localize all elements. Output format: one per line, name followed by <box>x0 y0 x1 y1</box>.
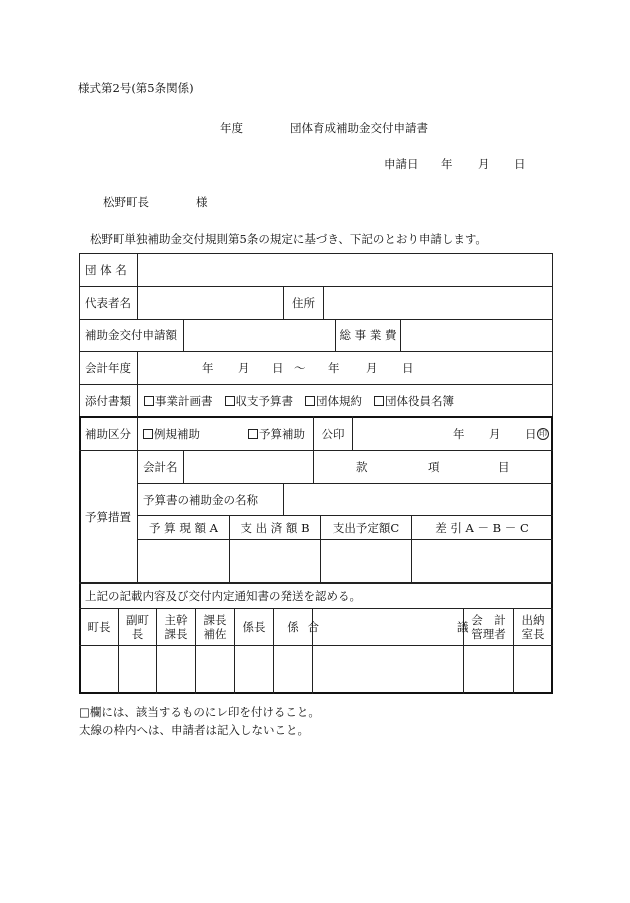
honorific: 様 <box>196 195 208 209</box>
moku-label: 目 <box>498 460 510 474</box>
approver-treasury-chief: 出納 室長 <box>521 613 545 641</box>
account-name-field[interactable] <box>184 451 313 483</box>
group-name-field[interactable] <box>138 254 552 286</box>
seal-date-field[interactable] <box>353 417 551 450</box>
approver-deputy-mayor: 副町 長 <box>126 613 149 641</box>
category-option-regulation[interactable]: 例規補助 <box>143 417 200 450</box>
period-start-day: 日 <box>272 361 284 375</box>
representative-field[interactable] <box>138 287 283 319</box>
period-end-day: 日 <box>402 361 414 375</box>
period-separator: 〜 <box>294 361 306 375</box>
spent-field[interactable] <box>230 540 320 582</box>
checkbox-icon <box>374 396 384 406</box>
total-cost-label: 総 事 業 費 <box>339 328 397 342</box>
period-start-year: 年 <box>202 361 214 375</box>
attachment-officers[interactable]: 団体役員名簿 <box>374 393 454 409</box>
category-option-budget[interactable]: 予算補助 <box>248 417 305 450</box>
attachments-list <box>144 384 454 417</box>
kou-label: 項 <box>428 460 440 474</box>
checkbox-icon <box>225 396 235 406</box>
period-end-month: 月 <box>366 361 378 375</box>
form-title: 団体育成補助金交付申請書 <box>290 121 428 135</box>
budget-name-label: 予算書の補助金の名称 <box>143 492 258 507</box>
seal-day: 日 <box>525 426 537 441</box>
checkbox-icon <box>305 396 315 406</box>
approver-section-chief: 係長 <box>242 620 266 634</box>
fiscal-period-field[interactable] <box>138 352 552 384</box>
col-balance: 差 引 A － B － C <box>435 520 529 535</box>
date-year: 年 <box>441 157 453 171</box>
fiscal-period-label: 会計年度 <box>85 360 131 375</box>
attachments-label: 添付書類 <box>85 393 131 408</box>
planned-field[interactable] <box>321 540 411 582</box>
account-name-label: 会計名 <box>143 460 178 474</box>
col-spent: 支 出 済 額 B <box>240 520 310 535</box>
budget-name-field[interactable] <box>284 484 552 515</box>
date-day: 日 <box>514 157 526 171</box>
account-breakdown-field[interactable] <box>314 451 552 483</box>
period-end-year: 年 <box>328 361 340 375</box>
seal-label: 公印 <box>321 426 345 441</box>
seal-year: 年 <box>453 426 465 441</box>
approver-staff: 係 <box>287 620 299 634</box>
address-label: 住所 <box>292 295 315 310</box>
representative-label: 代表者名 <box>85 295 131 310</box>
checkbox-icon <box>144 396 154 406</box>
budget-label: 予算措置 <box>85 510 131 524</box>
approver-deputy-chief: 課長 補佐 <box>203 613 227 641</box>
title-year: 年度 <box>220 121 243 135</box>
address-field[interactable] <box>324 287 552 319</box>
application-date-label: 申請日 <box>384 157 419 171</box>
approver-accounting-manager: 会 計 管理者 <box>471 613 506 641</box>
seal-stamp-icon: 印 <box>539 429 547 438</box>
approval-statement: 上記の記載内容及び交付内定通知書の発送を認める。 <box>85 589 361 603</box>
note-checkbox: □欄には、該当するものにレ印を付けること。 <box>79 705 320 719</box>
approval-stamp-row[interactable] <box>80 646 552 692</box>
attachment-business-plan[interactable]: 事業計画書 <box>144 393 213 409</box>
kan-label: 款 <box>356 460 368 474</box>
balance-field[interactable] <box>412 540 552 582</box>
col-budget-current: 予 算 現 額 A <box>149 520 218 535</box>
note-thick-border: 太線の枠内へは、申請者は記入しないこと。 <box>79 723 309 737</box>
amount-label: 補助金交付申請額 <box>85 328 177 342</box>
date-month: 月 <box>478 157 490 171</box>
approver-chief-manager: 主幹 課長 <box>164 613 188 641</box>
total-cost-field[interactable] <box>401 320 552 351</box>
col-planned: 支出予定額C <box>332 520 400 535</box>
attachment-budget[interactable]: 収支予算書 <box>225 393 294 409</box>
attachment-bylaws[interactable]: 団体規約 <box>305 393 362 409</box>
intro-text: 松野町単独補助金交付規則第5条の規定に基づき、下記のとおり申請します。 <box>90 232 487 246</box>
category-label: 補助区分 <box>85 426 131 441</box>
approver-mayor: 町長 <box>87 620 111 634</box>
amount-field[interactable] <box>184 320 335 351</box>
period-start-month: 月 <box>238 361 250 375</box>
checkbox-icon <box>248 429 258 439</box>
seal-month: 月 <box>489 426 501 441</box>
form-number: 様式第2号(第5条関係) <box>78 81 194 95</box>
group-name-label: 団 体 名 <box>85 262 127 277</box>
approver-consultation: 合 議 <box>307 620 469 634</box>
addressee: 松野町長 <box>103 195 149 209</box>
checkbox-icon <box>143 429 153 439</box>
budget-current-field[interactable] <box>138 540 229 582</box>
